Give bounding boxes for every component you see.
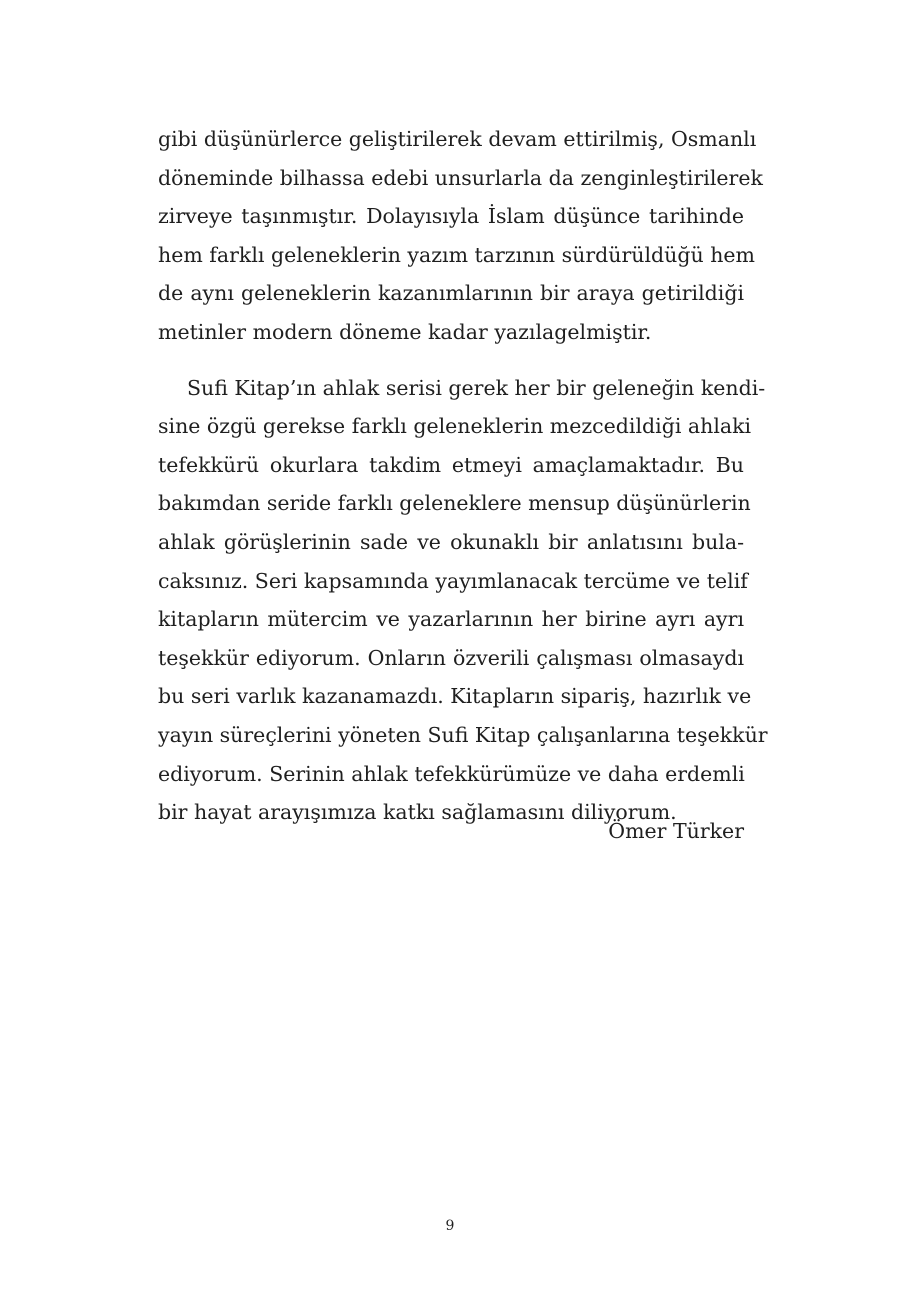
paragraph-spacer: [158, 352, 744, 369]
body-text: [158, 120, 768, 832]
author-signature: Ömer Türker: [608, 819, 744, 843]
text-line: de aynı geleneklerin kazanımlarının bir araya getirildiği: [158, 281, 744, 306]
text-line: yayın süreçlerini yöneten Sufi Kitap çalışanlarına teşekkür: [158, 722, 768, 747]
text-line: caksınız. Seri kapsamında yayımlanacak tercüme ve telif: [158, 568, 748, 593]
text-line: ediyorum. Serinin ahlak tefekkürümüze ve daha erdemli: [158, 761, 745, 786]
text-line: tefekkürü okurlara takdim etmeyi amaçlamaktadır. Bu: [158, 452, 744, 477]
paragraph-1: [158, 120, 763, 352]
text-line: hem farklı geleneklerin yazım tarzının sürdürüldüğü hem: [158, 242, 755, 267]
text-line: zirveye taşınmıştır. Dolayısıyla İslam düşünce tarihinde: [158, 204, 744, 229]
text-line: döneminde bilhassa edebi unsurlarla da zenginleştirilerek: [158, 165, 763, 190]
page-number: 9: [445, 1218, 455, 1234]
text-line: ahlak görüşlerinin sade ve okunaklı bir anlatısını bula-: [158, 529, 744, 554]
text-line: gibi düşünürlerce geliştirilerek devam ettirilmiş, Osmanlı: [158, 127, 757, 151]
text-line: sine özgü gerekse farklı geleneklerin mezcedildiği ahlaki: [158, 414, 752, 439]
text-line: Sufi Kitap’ın ahlak serisi gerek her bir geleneğin kendi-: [187, 375, 766, 400]
text-line: metinler modern döneme kadar yazılagelmiştir.: [158, 319, 652, 344]
text-line: bakımdan seride farklı geleneklere mensup düşünürlerin: [158, 491, 751, 516]
text-line: bir hayat arayışımıza katkı sağlamasını diliyorum.: [158, 800, 677, 825]
text-line: bu seri varlık kazanamazdı. Kitapların sipariş, hazırlık ve: [158, 684, 752, 709]
paragraph-2: [158, 369, 768, 832]
text-line: kitapların mütercim ve yazarlarının her birine ayrı ayrı: [158, 607, 744, 632]
text-line: teşekkür ediyorum. Onların özverili çalışması olmasaydı: [158, 645, 744, 670]
